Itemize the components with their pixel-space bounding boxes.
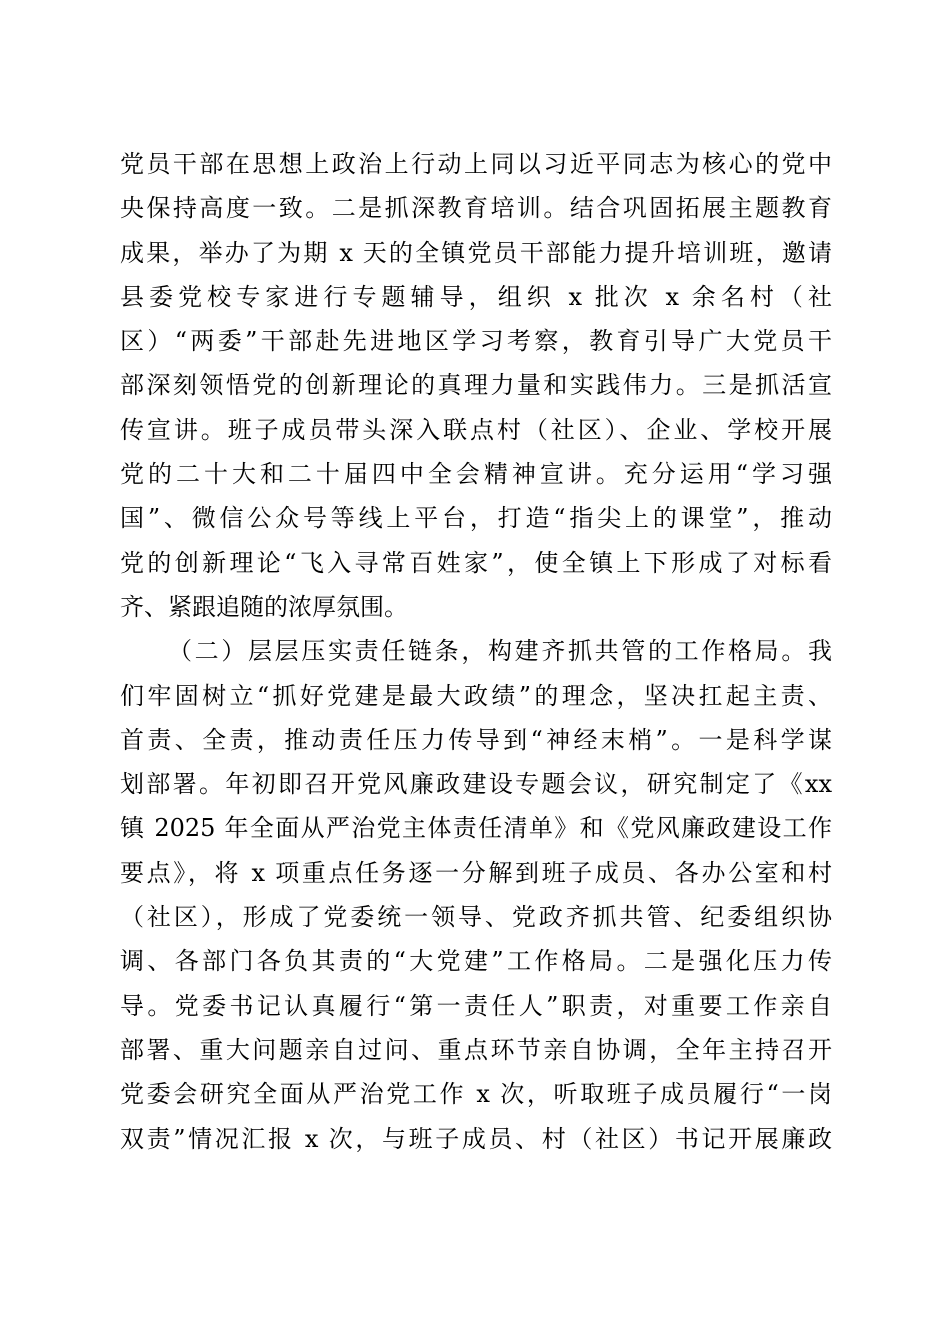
text-line: 党的二十大和二十届四中全会精神宣讲。充分运用“学习强	[120, 460, 832, 489]
text-line: 划部署。年初即召开党风廉政建设专题会议，研究制定了《xx	[120, 770, 832, 799]
text-line: 县委党校专家进行专题辅导，组织 x 批次 x 余名村（社	[120, 282, 832, 311]
text-line: 央保持高度一致。二是抓深教育培训。结合巩固拓展主题教育	[120, 194, 832, 223]
text-line: 首责、全责，推动责任压力传导到“神经末梢”。一是科学谋	[120, 725, 832, 754]
text-line: 齐、紧跟追随的浓厚氛围。	[120, 592, 408, 621]
text-line: 传宣讲。班子成员带头深入联点村（社区）、企业、学校开展	[120, 415, 832, 444]
text-line: 部署、重大问题亲自过问、重点环节亲自协调，全年主持召开	[120, 1035, 832, 1064]
text-line: 要点》，将 x 项重点任务逐一分解到班子成员、各办公室和村	[120, 858, 832, 887]
text-line: 镇 2025 年全面从严治党主体责任清单》和《党风廉政建设工作	[120, 814, 832, 843]
text-line: （社区），形成了党委统一领导、党政齐抓共管、纪委组织协	[120, 903, 832, 932]
text-line: 双责”情况汇报 x 次，与班子成员、村（社区）书记开展廉政	[120, 1124, 832, 1153]
text-line: 们牢固树立“抓好党建是最大政绩”的理念，坚决扛起主责、	[120, 681, 832, 710]
section-heading-line: （二）层层压实责任链条，构建齐抓共管的工作格局。我	[168, 637, 832, 666]
text-line: 区）“两委”干部赴先进地区学习考察，教育引导广大党员干	[120, 327, 832, 356]
text-line: 成果，举办了为期 x 天的全镇党员干部能力提升培训班，邀请	[120, 238, 832, 267]
document-body	[120, 142, 832, 1161]
paragraph-2	[120, 629, 832, 1161]
text-line: 国”、微信公众号等线上平台，打造“指尖上的课堂”，推动	[120, 504, 832, 533]
text-line: 调、各部门各负其责的“大党建”工作格局。二是强化压力传	[120, 947, 832, 976]
text-line: 党委会研究全面从严治党工作 x 次，听取班子成员履行“一岗	[120, 1080, 832, 1109]
paragraph-1	[120, 142, 832, 629]
text-line: 导。党委书记认真履行“第一责任人”职责，对重要工作亲自	[120, 991, 832, 1020]
text-line: 部深刻领悟党的创新理论的真理力量和实践伟力。三是抓活宣	[120, 371, 832, 400]
text-line: 党员干部在思想上政治上行动上同以习近平同志为核心的党中	[120, 150, 832, 178]
text-line: 党的创新理论“飞入寻常百姓家”，使全镇上下形成了对标看	[120, 548, 832, 577]
